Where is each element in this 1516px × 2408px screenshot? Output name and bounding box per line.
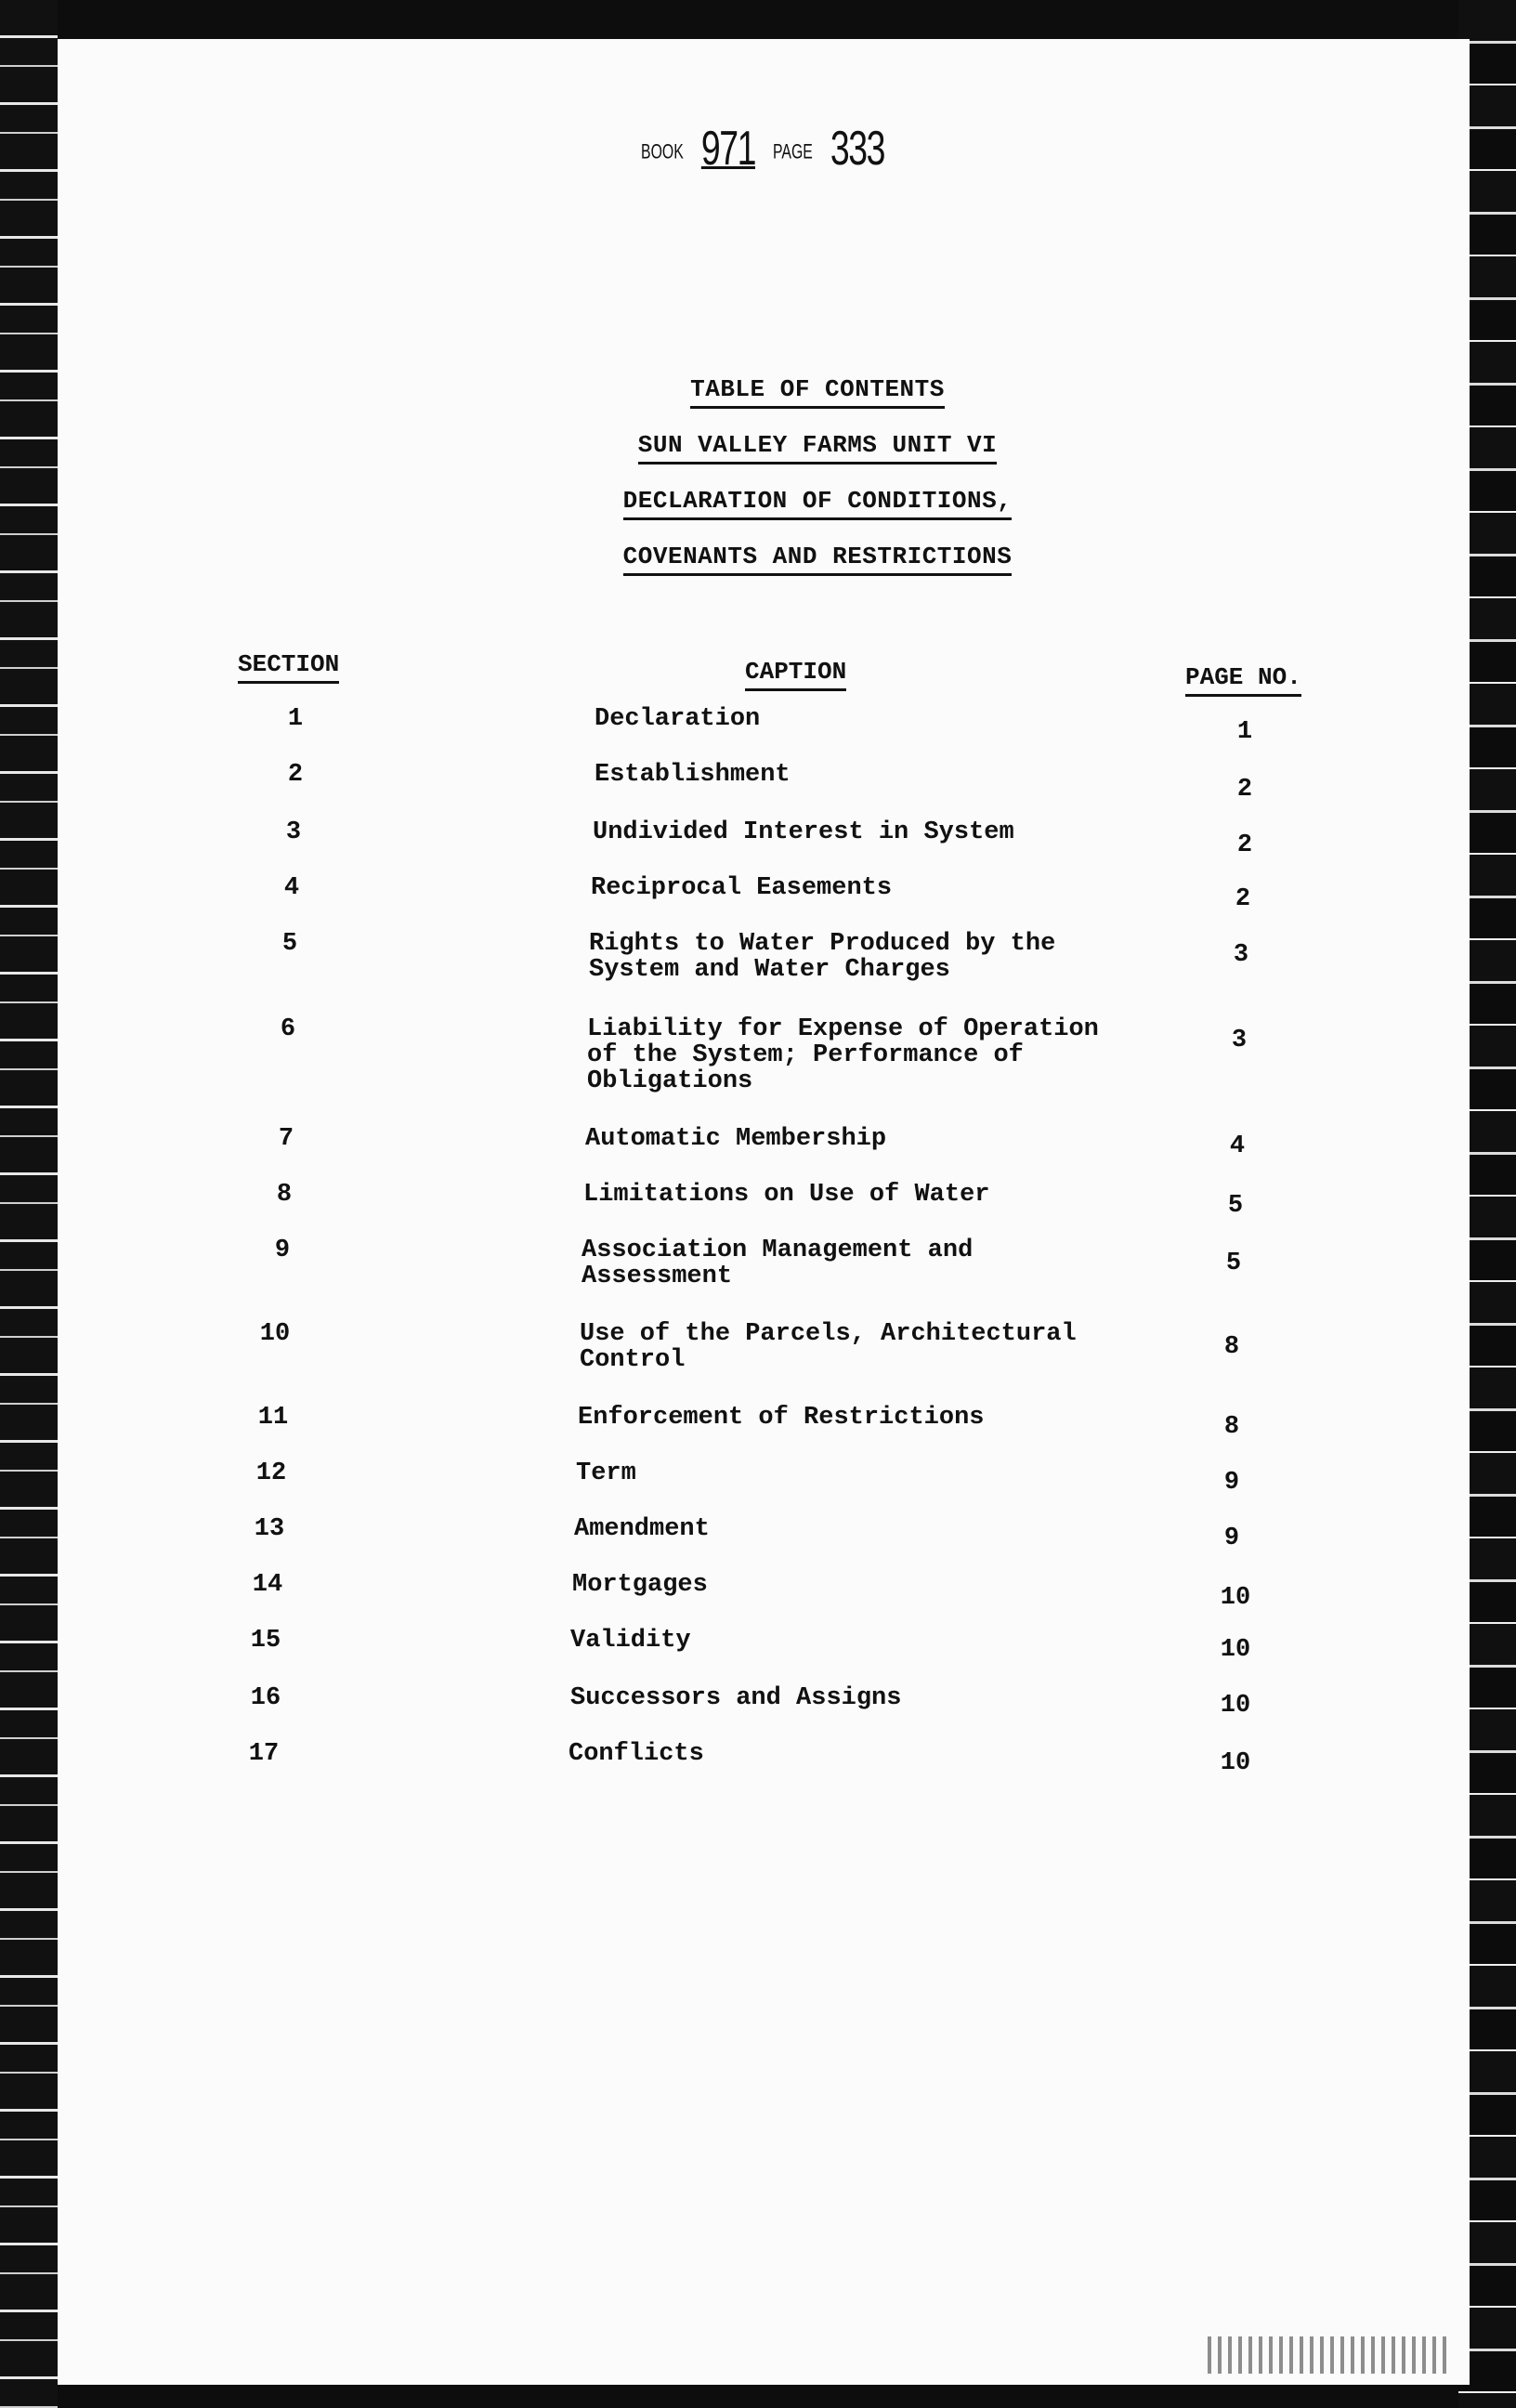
- section-number: 8: [276, 1181, 293, 1209]
- section-number: 10: [259, 1320, 291, 1348]
- section-number: 15: [250, 1627, 281, 1655]
- toc-row: [0, 818, 1516, 859]
- section-number: 4: [283, 874, 300, 902]
- toc-row: [0, 1404, 1516, 1441]
- section-page: 4: [1229, 1132, 1246, 1160]
- toc-row: [0, 1181, 1516, 1220]
- section-page: 10: [1220, 1749, 1251, 1777]
- section-page: 10: [1220, 1692, 1251, 1720]
- section-caption: Liability for Expense of Operation of the System; Performance of Obligations: [587, 1015, 1099, 1095]
- book-prefix: BOOK: [641, 139, 684, 164]
- section-caption: Establishment: [595, 761, 791, 789]
- section-page: 5: [1225, 1250, 1242, 1277]
- section-number: 11: [257, 1404, 289, 1432]
- section-number: 2: [287, 761, 304, 789]
- section-caption: Declaration: [595, 705, 761, 733]
- section-page: 8: [1223, 1333, 1240, 1361]
- section-page: 5: [1227, 1192, 1244, 1220]
- section-caption: Automatic Membership: [585, 1125, 887, 1153]
- section-caption: Use of the Parcels, Architectural Control: [580, 1320, 1077, 1374]
- section-page: 2: [1236, 831, 1253, 859]
- toc-row: [0, 1320, 1516, 1374]
- section-page: 2: [1236, 776, 1253, 804]
- toc-row: [0, 1571, 1516, 1612]
- section-number: 16: [250, 1684, 281, 1712]
- section-caption: Rights to Water Produced by the System and Water Charges: [589, 930, 1056, 984]
- toc-row: [0, 1684, 1516, 1720]
- toc-row: [0, 930, 1516, 984]
- section-column-header: SECTION: [238, 650, 339, 678]
- section-number: 14: [252, 1571, 283, 1599]
- book-number: 971: [700, 122, 755, 176]
- book-page-stamp: [641, 121, 894, 177]
- section-page: 10: [1220, 1584, 1251, 1612]
- section-caption: Conflicts: [568, 1740, 704, 1768]
- toc-row: [0, 1740, 1516, 1777]
- toc-row: [0, 874, 1516, 913]
- section-number: 13: [254, 1515, 285, 1543]
- section-number: 7: [278, 1125, 294, 1153]
- page-prefix: PAGE: [773, 139, 813, 164]
- section-page: 9: [1223, 1525, 1240, 1552]
- section-page: 3: [1231, 1027, 1248, 1054]
- section-page: 10: [1220, 1636, 1251, 1664]
- section-number: 6: [280, 1015, 296, 1043]
- scan-border-left: [0, 0, 58, 2408]
- section-page: 3: [1233, 941, 1249, 969]
- section-page: 9: [1223, 1469, 1240, 1497]
- section-caption: Enforcement of Restrictions: [578, 1404, 985, 1432]
- toc-row: [0, 705, 1516, 746]
- covenants-title: COVENANTS AND RESTRICTIONS: [539, 543, 1096, 570]
- section-number: 5: [281, 930, 298, 958]
- page-no-column-header: PAGE NO.: [1185, 663, 1301, 691]
- toc-row: [0, 1515, 1516, 1552]
- section-caption: Successors and Assigns: [570, 1684, 902, 1712]
- section-caption: Mortgages: [572, 1571, 708, 1599]
- section-page: 8: [1223, 1413, 1240, 1441]
- section-caption: Validity: [570, 1627, 691, 1655]
- toc-row: [0, 761, 1516, 804]
- section-number: 12: [255, 1459, 287, 1487]
- declaration-title: DECLARATION OF CONDITIONS,: [539, 487, 1096, 515]
- toc-title: TABLE OF CONTENTS: [539, 375, 1096, 403]
- subdivision-name: SUN VALLEY FARMS UNIT VI: [539, 431, 1096, 459]
- section-page: 2: [1235, 885, 1251, 913]
- toc-row: [0, 1459, 1516, 1497]
- scan-noise: [1208, 2336, 1449, 2374]
- section-caption: Undivided Interest in System: [593, 818, 1014, 846]
- section-page: 1: [1236, 718, 1253, 746]
- toc-row: [0, 1237, 1516, 1290]
- section-number: 17: [248, 1740, 280, 1768]
- section-number: 3: [285, 818, 302, 846]
- toc-row: [0, 1627, 1516, 1664]
- section-caption: Reciprocal Easements: [591, 874, 893, 902]
- toc-row: [0, 1015, 1516, 1095]
- section-number: 9: [274, 1237, 291, 1264]
- section-caption: Term: [576, 1459, 636, 1487]
- section-caption: Association Management and Assessment: [582, 1237, 974, 1290]
- section-caption: Limitations on Use of Water: [583, 1181, 990, 1209]
- toc-row: [0, 1125, 1516, 1160]
- section-number: 1: [287, 705, 304, 733]
- page-number: 333: [830, 122, 885, 176]
- section-caption: Amendment: [574, 1515, 710, 1543]
- caption-column-header: CAPTION: [745, 658, 846, 686]
